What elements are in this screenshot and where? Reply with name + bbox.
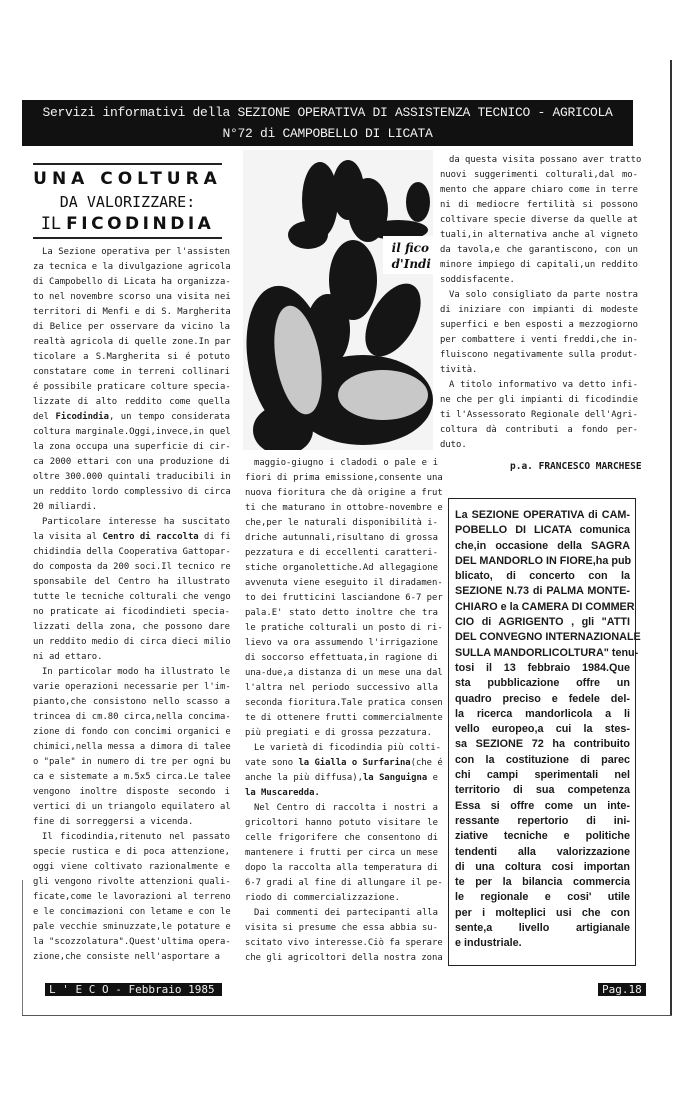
notice-line: le regionale e cosi' utile — [455, 891, 630, 904]
text-line: di iniziare con impianti di modeste — [440, 305, 638, 315]
text-line: duto. — [440, 440, 467, 450]
text-line: gli vengono rivolte attenzioni quali- — [33, 877, 231, 887]
notice-line: che,in occasione della SAGRA — [455, 539, 630, 552]
prickly-pear-illustration — [243, 150, 433, 450]
text-line: la zona occupa una superficie di cir- — [33, 442, 231, 452]
text-line: chidindia della Cooperativa Gattopar- — [33, 547, 231, 557]
text-line: ni di mediocre fertilità si possono — [440, 200, 638, 210]
text-line: to dei frutticini lasciandone 6-7 per — [245, 593, 443, 603]
text-line: gricoltori hanno potuto visitare le — [245, 818, 438, 828]
notice-line: sta pubblicazione offre un — [455, 677, 630, 690]
article-title-line-2: DA VALORIZZARE: — [59, 193, 196, 211]
text-line: ca 2000 ettari con una produzione di — [33, 457, 230, 467]
text-line: 6-7 gradi al fine di allungare il pe- — [245, 878, 443, 888]
text-line: ti che maturano in ottobre-novembre e — [245, 503, 443, 513]
page-edge-right — [670, 60, 672, 1015]
text-line: A titolo informativo va detto infi- — [449, 380, 638, 390]
text-line: mento che appare chiaro come in terre — [440, 185, 638, 195]
text-line: zione,che consiste nell'asportare a — [33, 952, 221, 962]
notice-line: tosi il 13 febbraio 1984.Que — [455, 661, 630, 674]
notice-line: te per la bilancia commercia — [455, 876, 630, 889]
image-caption-line-1: il fico — [391, 241, 429, 255]
text-line: oltre 300.000 quintali traducibili in — [33, 472, 231, 482]
text-line: più pregiati e di grossa pezzatura. — [245, 728, 433, 738]
text-line: lizzati della zona, che possono dare — [33, 622, 230, 632]
notice-line: ziative tecniche e politiche — [455, 830, 630, 843]
text-line: visita si presume che essa abbia su- — [245, 923, 438, 933]
notice-line: CHIARO e la CAMERA DI COMMER — [455, 600, 635, 613]
text-line: do composta da 200 soci.Il tecnico re — [33, 562, 231, 572]
title-rule-bottom — [33, 237, 222, 239]
text-line: seconda fioritura.Tale pratica consen — [245, 698, 443, 708]
notice-line: per i molteplici usi che con — [455, 906, 630, 919]
header-banner — [22, 100, 633, 146]
text-line: fiori di prima emissione,consente una — [245, 473, 443, 483]
text-line: soddisfacente. — [440, 275, 515, 285]
text-line: o "pale" in numero di tre per ogni bu — [33, 757, 231, 767]
text-line: la visita al Centro di raccolta di fi — [33, 532, 231, 542]
text-line: minore impiego di capitali,un reddito — [440, 260, 638, 270]
page-edge-bottom — [22, 1015, 672, 1016]
notice-line: POBELLO DI LICATA comunica — [455, 524, 630, 537]
bold-term: Centro di raccolta — [102, 532, 199, 542]
text-line: che,per le naturali disponibilità i- — [245, 518, 438, 528]
text-line: l'altra nel periodo successivo alla — [245, 683, 438, 693]
text-line: pale vecchie sminuzzate,le potature e — [33, 922, 231, 932]
text-line — [245, 786, 438, 801]
image-caption-line-2: d'Indi — [391, 257, 431, 271]
text-line: 20 miliardi. — [33, 502, 98, 512]
text-line: di Belice per osservare da vicino la — [33, 322, 230, 332]
text-line: Particolare interesse ha suscitato — [42, 517, 230, 527]
text-line: vertici di un triangolo equilatero al — [33, 802, 231, 812]
notice-line: ressante repertorio di ini- — [455, 814, 630, 827]
text-line: del Ficodindia, un tempo considerata — [33, 412, 230, 422]
article-middle-column — [245, 456, 443, 966]
text-line: stiche organolettiche.Ad allegagione — [245, 563, 438, 573]
notice-line: tendenti alla valorizzazione — [455, 845, 630, 858]
notice-line: la ricerca mandorlicola a li — [455, 707, 630, 720]
text-line: anche la più diffusa),la Sanguigna e — [245, 773, 438, 783]
notice-line: SULLA MANDORLICOLTURA" tenu- — [455, 646, 639, 659]
text-line: vate sono la Gialla o Surfarina(che é — [245, 758, 443, 768]
text-line: zione di fondo con concimi organici e — [33, 727, 231, 737]
text-line: territori di Menfi e di S. Margherita — [33, 307, 231, 317]
text-line: fluiscono negativamente sulla produt- — [440, 350, 638, 360]
text-line: trincea di cm.80 circa,nella concima- — [33, 712, 231, 722]
bold-term: la Sanguigna — [362, 773, 428, 783]
notice-line: chi campi sperimentali nel — [455, 769, 630, 782]
text-line: pezzatura e di eccellenti caratteri- — [245, 548, 438, 558]
notice-line: CIO di AGRIGENTO , gli "ATTI — [455, 616, 630, 629]
text-line: Dai commenti dei partecipanti alla — [254, 908, 438, 918]
notice-line: blicato, di concerto con la — [455, 570, 630, 583]
text-line: nuovi suggerimenti colturali,dal mo- — [440, 170, 638, 180]
text-line: za tecnica e la divulgazione agricola — [33, 262, 231, 272]
notice-box — [448, 498, 641, 966]
article-left-column — [33, 245, 230, 965]
text-line: coltura dà contributi a fondo per- — [440, 425, 638, 435]
text-line: In particolar modo ha illustrato le — [42, 667, 230, 677]
notice-line: con la costituzione di parec — [455, 753, 630, 766]
text-line: Nel Centro di raccolta i nostri a — [254, 803, 438, 813]
text-line: da questa visita possano aver tratto — [449, 155, 642, 165]
text-line: Le varietà di ficodindia più colti- — [254, 743, 442, 753]
notice-line: quadro preciso e fedele del- — [455, 692, 630, 705]
article-title-line-3 — [33, 214, 222, 235]
notice-line: La SEZIONE OPERATIVA di CAM- — [455, 509, 630, 521]
text-line: nuova fioritura che dà origine a frut — [245, 488, 443, 498]
text-line: ticolare a S.Margherita si é potuto — [33, 352, 230, 362]
title-prefix: IL — [40, 214, 62, 234]
banner-line-2: N°72 di CAMPOBELLO DI LICATA — [222, 126, 433, 141]
text-line: lizzate di alto reddito come quella — [33, 397, 230, 407]
text-line: ca e sistemate a m.5x5 circa.Le talee — [33, 772, 231, 782]
text-line: tività. — [440, 365, 478, 375]
notice-line: vello europeo,a cui la stes- — [455, 723, 630, 736]
text-line: te di ottenere frutti commercialmente — [245, 713, 443, 723]
text-line: e le concimazioni con letame e con le — [33, 907, 231, 917]
notice-line: territorio di sua competenza — [455, 784, 630, 797]
text-line: driche autunnali,risultano di grossa — [245, 533, 438, 543]
banner-line-1: Servizi informativi della SEZIONE OPERATIVA DI ASSISTENZA TECNICO - AGRICOLA — [42, 105, 613, 120]
text-line: dopo la raccolta alla temperatura di — [245, 863, 438, 873]
text-line: una-due,a distanza di un mese una dal — [245, 668, 443, 678]
text-line: la "scozzolatura".Quest'ultima opera- — [33, 937, 231, 947]
notice-line: sa SEZIONE 72 ha contribuito — [455, 738, 630, 751]
text-line: maggio-giugno i cladodi o pale e i — [254, 458, 438, 468]
text-line: ficate,come le lavorazioni al terreno — [33, 892, 231, 902]
text-line: oggi viene coltivato razionalmente e — [33, 862, 230, 872]
article-title-line-1: UNA COLTURA — [33, 169, 222, 189]
text-line: mantenere i frutti per circa un mese — [245, 848, 438, 858]
notice-line: DEL CONVEGNO INTERNAZIONALE — [455, 631, 641, 644]
text-line: vengono inoltre disposte secondo i — [33, 787, 230, 797]
text-line: di soccorso effettuata,in ragione di — [245, 653, 438, 663]
text-line: pala.E' stato detto inoltre che tra — [245, 608, 438, 618]
notice-line: di una coltura cosi importan — [455, 860, 630, 873]
notice-line: DEL MANDORLO IN FIORE,ha pub — [455, 554, 632, 567]
bold-term: la Muscaredda. — [245, 788, 320, 798]
text-line: ti l'Assessorato Regionale dell'Agri- — [440, 410, 638, 420]
text-line: per combattere i venti freddi,che in- — [440, 335, 638, 345]
text-line: tuali,in alternativa anche al vigneto — [440, 230, 638, 240]
text-line: un reddito lordo complessivo di circa — [33, 487, 231, 497]
text-line: ni ad ettaro. — [33, 652, 103, 662]
notice-line: SEZIONE N.73 di PALMA MONTE- — [455, 585, 630, 598]
page-edge-left — [22, 880, 23, 1015]
notice-line: sente,a livello artigianale — [455, 922, 630, 935]
text-line: le pratiche colturali un posto di ri- — [245, 623, 443, 633]
text-line: constatare come in terreni collinari — [33, 367, 230, 377]
text-line: Il ficodindia,ritenuto nel passato — [42, 832, 230, 842]
text-line: no praticate ai ficodindieti specia- — [33, 607, 230, 617]
publication-footer: L ' E C O - Febbraio 1985 — [45, 983, 222, 996]
text-line: tutte le tecniche colturali che vengo — [33, 592, 231, 602]
text-line: di Campobello di Licata ha organizza- — [33, 277, 231, 287]
title-word: FICODINDIA — [66, 214, 215, 234]
text-line: riodo di commercializzazione. — [245, 893, 400, 903]
text-line: sponsabile del Centro ha illustrato — [33, 577, 230, 587]
text-line: coltivare specie diverse da quelle at — [440, 215, 638, 225]
notice-line: Essa si offre come un inte- — [455, 799, 630, 812]
bold-term: la Gialla o Surfarina — [298, 758, 411, 768]
text-line: lievo va ora assumendo l'irrigazione — [245, 638, 438, 648]
text-line: scitato vivo interesse.Ciò fa sperare — [245, 938, 443, 948]
text-line: é possibile praticare colture specia- — [33, 382, 231, 392]
notice-line: e industriale. — [455, 937, 522, 950]
text-line: varie operazioni necessarie per l'im- — [33, 682, 231, 692]
text-line: fine di sorreggersi a vicenda. — [33, 817, 194, 827]
article-right-column — [440, 153, 642, 453]
text-line: superfici e ben esposti a mezzogiorno — [440, 320, 638, 330]
text-line: ne che per gli impianti di ficodindie — [440, 395, 638, 405]
title-rule-top — [33, 163, 222, 165]
text-line: specie rustica e di poca attenzione, — [33, 847, 230, 857]
page-number: Pag.18 — [598, 983, 646, 996]
text-line: Va solo consigliato da parte nostra — [449, 290, 638, 300]
text-line: chimici,nella messa a dimora di talee — [33, 742, 231, 752]
article-signature: p.a. FRANCESCO MARCHESE — [510, 461, 642, 472]
text-line: che gli agricoltori della nostra zona — [245, 953, 443, 963]
text-line: da tavola,e che garantiscono, con un — [440, 245, 638, 255]
text-line: pianto,che consistono nello scasso a — [33, 697, 230, 707]
text-line: La Sezione operativa per l'assisten — [42, 247, 230, 257]
bold-term: Ficodindia — [55, 412, 109, 422]
text-line: coltura marginale.Oggi,invece,in quel — [33, 427, 231, 437]
text-line: realtà agricola di quelle zone.In par — [33, 337, 231, 347]
text-line: celle frigorifere che consentono di — [245, 833, 438, 843]
text-line: un reddito medio di circa dieci milio — [33, 637, 231, 647]
text-line: avvenuta viene eseguito il diradamen- — [245, 578, 443, 588]
text-line: to nel novembre scorso una visita nei — [33, 292, 231, 302]
